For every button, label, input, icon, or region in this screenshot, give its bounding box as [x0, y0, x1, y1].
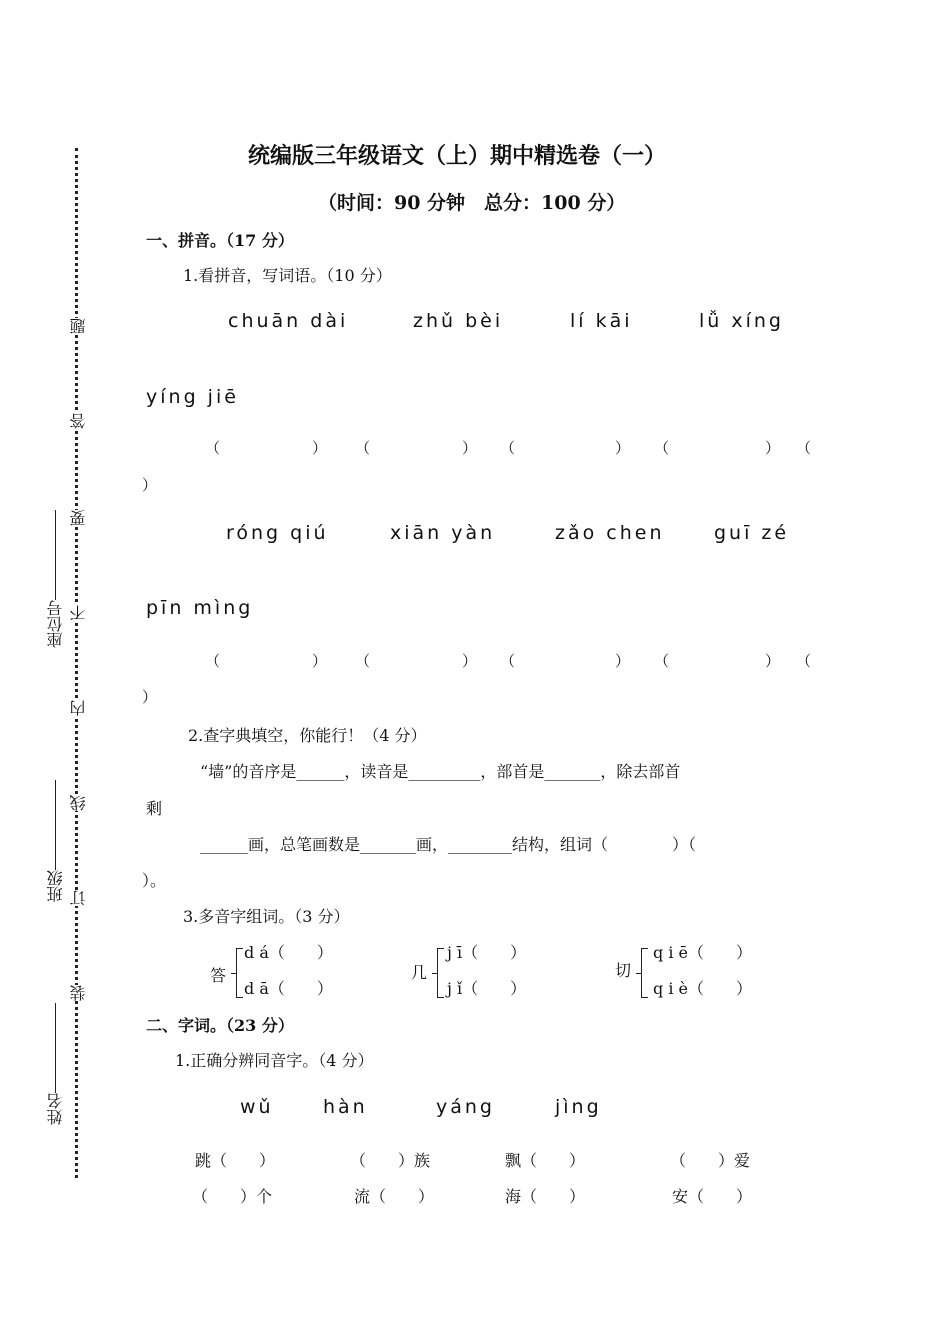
polyphone-char: 几 — [411, 963, 428, 982]
dictionary-line-1-wrap: 剩 — [146, 799, 163, 818]
answer-blank[interactable]: （ ） — [500, 439, 631, 457]
answer-blank[interactable]: （ ） — [654, 439, 781, 457]
binding-char-da: 答 — [69, 413, 88, 429]
polyphone-answer[interactable]: j ī（ ） — [447, 943, 527, 962]
homophone-blank[interactable]: 流（ ） — [354, 1187, 435, 1206]
pinyin-item: pīn mìng — [146, 597, 254, 619]
binding-dotted-line — [75, 148, 78, 1178]
homophone-blank[interactable]: （ ）个 — [192, 1187, 273, 1206]
seat-number-field[interactable]: 座位号 — [44, 510, 67, 648]
pinyin-item: lí kāi — [570, 310, 633, 332]
binding-char-xian: 线 — [69, 795, 88, 811]
s1-q1-title: 1.看拼音，写词语。（10 分） — [183, 266, 392, 285]
homophone-blank[interactable]: （ ）爱 — [670, 1151, 751, 1170]
answer-blank[interactable]: （ ） — [355, 652, 478, 670]
polyphone-answer[interactable]: q i ē（ ） — [653, 943, 753, 962]
homophone-blank[interactable]: 跳（ ） — [195, 1151, 276, 1170]
brace-icon — [236, 948, 243, 998]
dictionary-line-2[interactable]: ______画，总笔画数是_______画，________结构，组词（ ）（ — [200, 835, 697, 854]
answer-blank[interactable]: （ ） — [500, 652, 631, 670]
answer-blank[interactable]: （ ） — [654, 652, 781, 670]
binding-char-bu: 不 — [69, 605, 88, 621]
polyphone-answer[interactable]: d ā（ ） — [244, 979, 333, 998]
answer-blank-close: ） — [142, 476, 158, 494]
homophone-blank[interactable]: 飘（ ） — [505, 1151, 586, 1170]
page-title: 统编版三年级语文（上）期中精选卷（一） — [248, 143, 667, 169]
answer-blank[interactable]: （ ） — [205, 439, 328, 457]
s2-q1-title: 1.正确分辨同音字。（4 分） — [175, 1051, 374, 1070]
binding-char-yao: 要 — [69, 510, 88, 526]
pinyin-item: xiān yàn — [390, 522, 496, 544]
answer-blank-open[interactable]: （ — [796, 439, 812, 457]
answer-blank-open[interactable]: （ — [796, 652, 812, 670]
answer-blank[interactable]: （ ） — [355, 439, 478, 457]
pinyin-item: yáng — [436, 1096, 495, 1118]
dictionary-line-1[interactable]: “墙”的音序是______，读音是_________，部首是_______，除去部首 — [200, 762, 681, 781]
polyphone-answer[interactable]: d á（ ） — [244, 943, 333, 962]
answer-blank[interactable]: （ ） — [205, 652, 328, 670]
dictionary-line-2-wrap: ）。 — [142, 871, 167, 890]
binding-char-zhuang: 装 — [69, 985, 88, 1001]
page-subtitle: （时间：90 分钟 总分：100 分） — [318, 192, 626, 214]
pinyin-item: lǚ xíng — [699, 310, 784, 332]
polyphone-answer[interactable]: q i è（ ） — [653, 979, 753, 998]
homophone-blank[interactable]: 安（ ） — [672, 1187, 753, 1206]
binding-char-ti: 题 — [69, 318, 88, 334]
s1-q3-title: 3.多音字组词。（3 分） — [183, 907, 350, 926]
pinyin-item: róng qiú — [226, 522, 329, 544]
binding-char-ding: 订 — [69, 890, 88, 906]
class-field[interactable]: 班级 — [44, 780, 67, 902]
polyphone-char: 答 — [210, 966, 227, 985]
pinyin-item: guī zé — [714, 522, 790, 544]
name-field[interactable]: 姓名 — [44, 1003, 67, 1125]
pinyin-item: hàn — [323, 1096, 368, 1118]
s1-q2-title: 2.查字典填空，你能行！（4 分） — [188, 726, 427, 745]
homophone-blank[interactable]: 海（ ） — [505, 1187, 586, 1206]
polyphone-answer[interactable]: j ǐ（ ） — [447, 979, 527, 998]
pinyin-item: zǎo chen — [555, 522, 665, 544]
section2-heading: 二、字词。（23 分） — [146, 1016, 294, 1035]
brace-icon — [437, 948, 444, 998]
brace-icon — [641, 948, 648, 998]
section1-heading: 一、拼音。（17 分） — [146, 231, 294, 250]
pinyin-item: yíng jiē — [146, 386, 239, 408]
pinyin-item: chuān dài — [228, 310, 349, 332]
binding-char-nei: 内 — [69, 700, 88, 716]
pinyin-item: jìng — [555, 1096, 602, 1118]
pinyin-item: zhǔ bèi — [413, 310, 504, 332]
polyphone-char: 切 — [615, 961, 632, 980]
answer-blank-close: ） — [142, 688, 158, 706]
homophone-blank[interactable]: （ ）族 — [350, 1151, 431, 1170]
pinyin-item: wǔ — [240, 1096, 274, 1118]
